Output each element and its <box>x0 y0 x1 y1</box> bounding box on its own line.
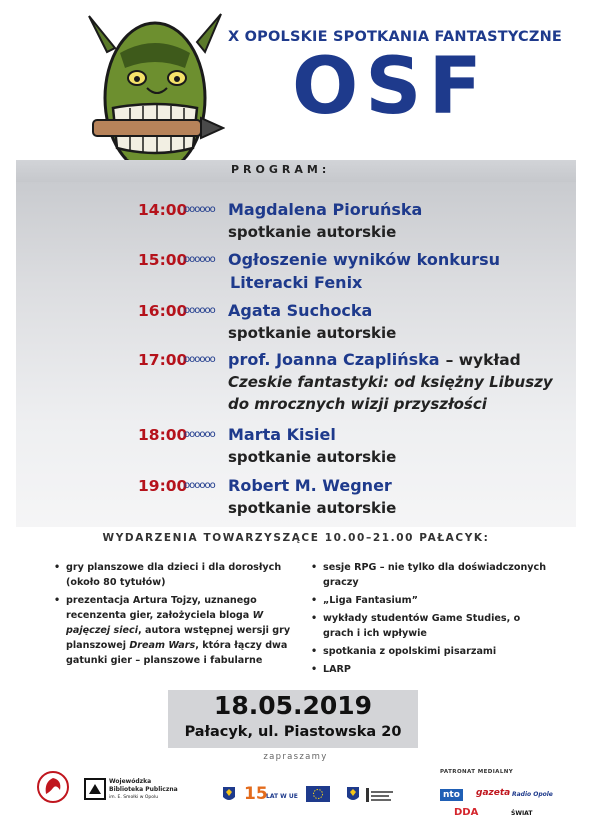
media-logo-swiat: ŚWIAT <box>511 810 533 817</box>
eu-anniversary-text: LAT W UE <box>266 793 298 800</box>
program-name: Magdalena Pioruńska <box>228 200 423 219</box>
ministry-logo-icon <box>366 788 394 802</box>
program-dots: oooooo <box>184 354 215 365</box>
program-item <box>138 248 500 294</box>
program-name-continued: Literacki Fenix <box>230 273 363 292</box>
program-time: 15:00 <box>138 250 188 269</box>
program-description: spotkanie autorskie <box>228 448 397 466</box>
program-dots: oooooo <box>184 429 215 440</box>
media-patronage-label: PATRONAT MEDIALNY <box>440 769 514 775</box>
program-time: 14:00 <box>138 200 188 219</box>
program-item <box>138 198 422 243</box>
program-time: 18:00 <box>138 425 188 444</box>
program-item <box>138 474 396 519</box>
program-item <box>138 423 396 468</box>
library-name: Wojewódzka Biblioteka Publiczna im. E. Smołki w Opolu <box>109 778 178 800</box>
program-item <box>138 348 553 415</box>
event-place: Pałacyk, ul. Piastowska 20 <box>184 724 402 740</box>
program-name: Marta Kisiel <box>228 425 336 444</box>
library-logo-icon <box>84 778 106 800</box>
media-logo-dda: DDA <box>454 807 479 818</box>
side-events-title: WYDARZENIA TOWARZYSZĄCE 10.00–21.00 PAŁACYK: <box>102 532 490 544</box>
program-dots: oooooo <box>184 254 215 265</box>
program-description: Czeskie fantastyki: od księżny Libuszy <box>228 373 553 391</box>
program-time: 16:00 <box>138 301 188 320</box>
program-name: Agata Suchocka <box>228 301 373 320</box>
side-event-item: • sesje RPG – nie tylko dla doświadczonych graczy <box>311 560 551 590</box>
program-description: do mrocznych wizji przyszłości <box>228 395 487 413</box>
side-events-left <box>54 560 294 671</box>
media-logo-nto: nto <box>440 789 463 801</box>
program-name: Robert M. Wegner <box>228 476 392 495</box>
program-description: spotkanie autorskie <box>228 324 397 342</box>
side-event-item: • „Liga Fantasium” <box>311 593 551 608</box>
side-event-item: • prezentacja Artura Tojzy, uznanego recenzenta gier, założyciela bloga W pajęczej sieci, autora wstępnej wersji gry planszowej Dream Wars, która łączy dwa gatunki gier – planszowe i fabularne <box>54 593 294 668</box>
program-dots: oooooo <box>184 204 215 215</box>
osf-logo-text: OSF <box>292 42 489 132</box>
invite-text: zapraszamy <box>263 752 328 762</box>
eu-anniversary-number: 15 <box>244 784 268 804</box>
event-date: 18.05.2019 <box>213 691 373 720</box>
program-dots: oooooo <box>184 305 215 316</box>
side-event-item: • LARP <box>311 662 551 677</box>
program-dots: oooooo <box>184 480 215 491</box>
opole-crest-icon <box>222 786 236 804</box>
media-logo-radio: Radio Opole <box>512 791 553 798</box>
organizer-dragon-logo-icon <box>36 770 70 804</box>
side-event-item: • wykłady studentów Game Studies, o grach i ich wpływie <box>311 611 551 641</box>
program-item <box>138 299 396 344</box>
side-event-item: • spotkania z opolskimi pisarzami <box>311 644 551 659</box>
program-name: Ogłoszenie wyników konkursu <box>228 250 501 269</box>
event-subtitle: X OPOLSKIE SPOTKANIA FANTASTYCZNE <box>228 29 563 45</box>
side-event-item: • gry planszowe dla dzieci i dla dorosłych (około 80 tytułów) <box>54 560 294 590</box>
program-name: prof. Joanna Czaplińska <box>228 350 440 369</box>
side-events-right <box>311 560 551 680</box>
program-time: 17:00 <box>138 350 188 369</box>
media-logo-gazeta: gazeta <box>476 788 511 798</box>
eu-flag-icon <box>306 786 330 802</box>
region-crest-icon <box>346 786 360 804</box>
program-description: spotkanie autorskie <box>228 499 397 517</box>
program-suffix: – wykład <box>445 350 521 369</box>
program-description: spotkanie autorskie <box>228 223 397 241</box>
program-label: PROGRAM: <box>231 163 331 176</box>
program-time: 19:00 <box>138 476 188 495</box>
